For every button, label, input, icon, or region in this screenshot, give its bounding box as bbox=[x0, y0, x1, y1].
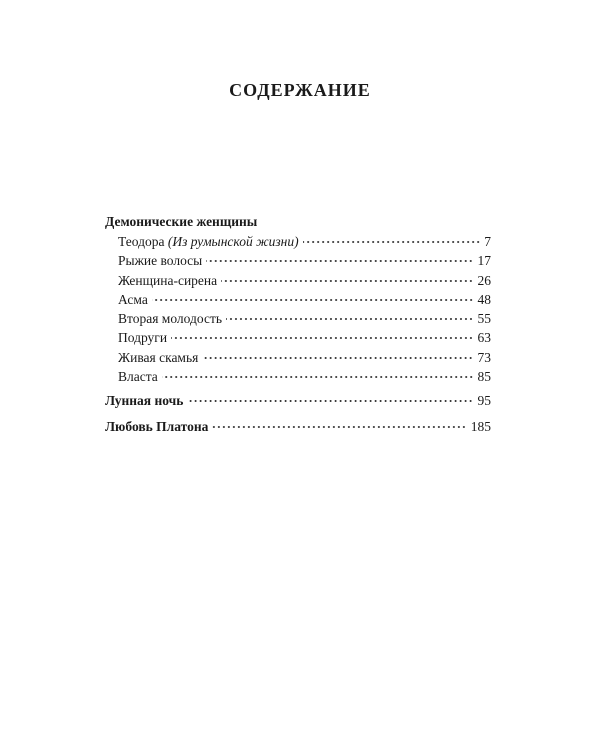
leader-dots bbox=[221, 280, 473, 282]
toc-entry bbox=[105, 309, 491, 328]
toc-entry bbox=[105, 271, 491, 290]
table-of-contents bbox=[105, 212, 491, 438]
toc-entry-note: (Из румынской жизни) bbox=[167, 234, 299, 249]
toc-entry-page: 7 bbox=[484, 234, 491, 249]
leader-dots bbox=[226, 318, 473, 320]
toc-entry-title bbox=[118, 232, 299, 251]
section-heading: Демонические женщины bbox=[105, 214, 258, 229]
toc-top-entry-title: Любовь Платона bbox=[105, 419, 209, 435]
toc-top-entry bbox=[105, 390, 491, 412]
leader-dots bbox=[303, 241, 481, 243]
leader-dots bbox=[162, 376, 474, 378]
toc-top-entry-page: 95 bbox=[477, 393, 491, 409]
toc-entry-title: Рыжие волосы bbox=[118, 253, 203, 269]
leader-dots bbox=[187, 400, 473, 402]
toc-entry-page: 48 bbox=[477, 291, 491, 307]
toc-entry-title: Живая скамья bbox=[118, 349, 199, 365]
toc-entry-title: Подруги bbox=[118, 330, 168, 346]
toc-entry-title: Власта bbox=[118, 369, 158, 385]
toc-entry-title: Вторая молодость bbox=[118, 311, 223, 327]
toc-entry-page: 26 bbox=[477, 272, 491, 288]
leader-dots bbox=[212, 426, 466, 428]
toc-top-entry bbox=[105, 416, 491, 438]
toc-entry bbox=[105, 232, 491, 251]
toc-entry-title: Асма bbox=[118, 291, 148, 307]
leader-dots bbox=[202, 357, 473, 359]
page-title: СОДЕРЖАНИЕ bbox=[229, 80, 371, 100]
toc-entry-title: Женщина-сирена bbox=[118, 272, 218, 288]
toc-entry-page: 85 bbox=[477, 369, 491, 385]
toc-entry bbox=[105, 251, 491, 270]
toc-top-entry-page: 185 bbox=[470, 419, 491, 435]
toc-entry-page: 55 bbox=[477, 311, 491, 327]
leader-dots bbox=[206, 260, 473, 262]
toc-entry bbox=[105, 367, 491, 386]
toc-entry bbox=[105, 290, 491, 309]
toc-entry-page: 17 bbox=[477, 253, 491, 269]
toc-top-entry-title: Лунная ночь bbox=[105, 393, 184, 409]
toc-entry-page: 63 bbox=[477, 330, 491, 346]
toc-entry-page: 73 bbox=[477, 349, 491, 365]
toc-entry bbox=[105, 348, 491, 367]
leader-dots bbox=[152, 299, 474, 301]
toc-entry bbox=[105, 328, 491, 347]
leader-dots bbox=[171, 337, 473, 339]
toc-entry-title-text: Теодора bbox=[118, 234, 165, 249]
